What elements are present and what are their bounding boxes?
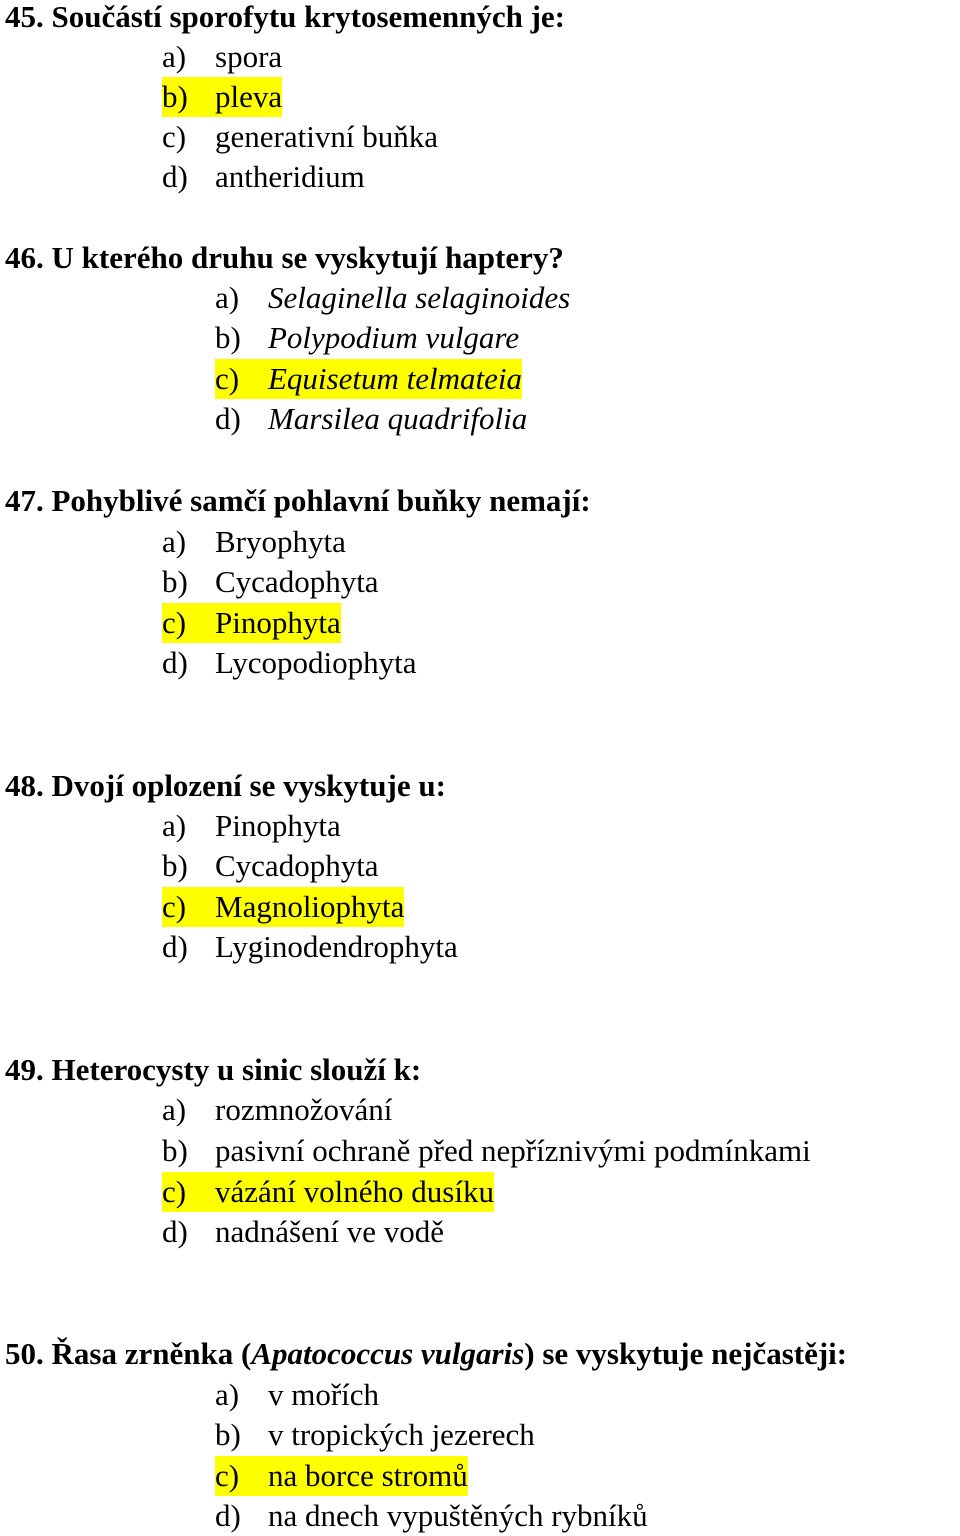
question-48-title <box>5 766 446 806</box>
option-text: vázání volného dusíku <box>215 1174 494 1209</box>
question-50-option-d[interactable] <box>215 1496 648 1536</box>
option-text: Bryophyta <box>215 524 346 559</box>
question-45-option-d[interactable] <box>162 157 365 197</box>
option-text: pleva <box>215 79 283 114</box>
question-48-option-b[interactable] <box>162 846 379 886</box>
option-letter: d) <box>215 401 241 436</box>
question-46-option-d[interactable] <box>215 399 527 439</box>
question-46-option-b[interactable] <box>215 318 519 358</box>
question-47-title <box>5 481 591 521</box>
question-50-option-b[interactable] <box>215 1415 535 1455</box>
option-text: v tropických jezerech <box>268 1417 535 1452</box>
option-letter: c) <box>162 119 187 154</box>
question-49-option-a[interactable] <box>162 1090 392 1130</box>
question-text: Pohyblivé samčí pohlavní buňky nemají: <box>51 483 591 518</box>
question-text: Součástí sporofytu krytosemenných je: <box>51 0 565 34</box>
option-text: v mořích <box>268 1377 380 1412</box>
question-49-option-d[interactable] <box>162 1212 444 1252</box>
question-45-option-c[interactable] <box>162 117 438 157</box>
option-text: generativní buňka <box>215 119 438 154</box>
question-48-option-d[interactable] <box>162 927 458 967</box>
option-letter: c) <box>162 889 187 924</box>
option-text: na dnech vypuštěných rybníků <box>268 1498 648 1533</box>
option-text: Pinophyta <box>215 808 341 843</box>
option-letter: d) <box>162 159 188 194</box>
option-letter: b) <box>162 848 188 883</box>
option-text: Pinophyta <box>215 605 341 640</box>
option-letter: c) <box>215 1458 240 1493</box>
option-text: Lyginodendrophyta <box>215 929 458 964</box>
option-text: nadnášení ve vodě <box>215 1214 444 1249</box>
question-50-option-a[interactable] <box>215 1375 379 1415</box>
question-number: 50. <box>5 1336 44 1371</box>
option-text: Lycopodiophyta <box>215 645 417 680</box>
option-letter: a) <box>162 524 187 559</box>
option-text: pasivní ochraně před nepříznivými podmínkami <box>215 1133 811 1168</box>
question-text-species: Apatococcus vulgaris <box>251 1336 525 1371</box>
option-text: spora <box>215 39 283 74</box>
question-47-option-c[interactable] <box>162 603 341 643</box>
question-50-option-c[interactable] <box>215 1456 468 1496</box>
option-letter: d) <box>162 929 188 964</box>
question-number: 48. <box>5 768 44 803</box>
option-text: Cycadophyta <box>215 564 379 599</box>
question-45-option-b[interactable] <box>162 77 282 117</box>
option-letter: c) <box>215 361 240 396</box>
question-48-option-a[interactable] <box>162 806 341 846</box>
option-letter: a) <box>162 808 187 843</box>
option-letter: a) <box>215 1377 240 1412</box>
question-text-before: Řasa zrněnka ( <box>51 1336 252 1371</box>
option-letter: d) <box>215 1498 241 1533</box>
question-47-option-b[interactable] <box>162 562 379 602</box>
option-letter: a) <box>162 39 187 74</box>
option-text: Marsilea quadrifolia <box>268 401 528 436</box>
question-number: 46. <box>5 240 44 275</box>
option-letter: d) <box>162 1214 188 1249</box>
question-text: Dvojí oplození se vyskytuje u: <box>51 768 446 803</box>
question-49-option-c[interactable] <box>162 1172 494 1212</box>
option-letter: b) <box>162 564 188 599</box>
question-49-title <box>5 1050 421 1090</box>
question-45-title <box>5 0 565 37</box>
question-number: 47. <box>5 483 44 518</box>
question-46-title <box>5 238 564 278</box>
option-letter: b) <box>162 1133 188 1168</box>
option-letter: b) <box>215 1417 241 1452</box>
question-50-title <box>5 1334 847 1374</box>
option-text: Cycadophyta <box>215 848 379 883</box>
question-45-option-a[interactable] <box>162 37 282 77</box>
option-text: Selaginella selaginoides <box>268 280 571 315</box>
option-text: Magnoliophyta <box>215 889 405 924</box>
option-letter: b) <box>162 79 188 114</box>
question-text: U kterého druhu se vyskytují haptery? <box>51 240 564 275</box>
option-text: Equisetum telmateia <box>268 361 522 396</box>
option-letter: d) <box>162 645 188 680</box>
question-46-option-c[interactable] <box>215 359 522 399</box>
question-text: Heterocysty u sinic slouží k: <box>51 1052 422 1087</box>
question-46-option-a[interactable] <box>215 278 570 318</box>
question-48-option-c[interactable] <box>162 887 404 927</box>
option-letter: a) <box>215 280 240 315</box>
option-letter: a) <box>162 1092 187 1127</box>
option-text: antheridium <box>215 159 365 194</box>
question-text-after: ) se vyskytuje nejčastěji: <box>524 1336 848 1371</box>
option-letter: b) <box>215 320 241 355</box>
option-text: na borce stromů <box>268 1458 468 1493</box>
question-49-option-b[interactable] <box>162 1131 811 1171</box>
option-letter: c) <box>162 605 187 640</box>
option-text: Polypodium vulgare <box>268 320 520 355</box>
question-47-option-a[interactable] <box>162 522 346 562</box>
question-number: 49. <box>5 1052 44 1087</box>
question-47-option-d[interactable] <box>162 643 416 683</box>
question-number: 45. <box>5 0 44 34</box>
option-letter: c) <box>162 1174 187 1209</box>
option-text: rozmnožování <box>215 1092 393 1127</box>
